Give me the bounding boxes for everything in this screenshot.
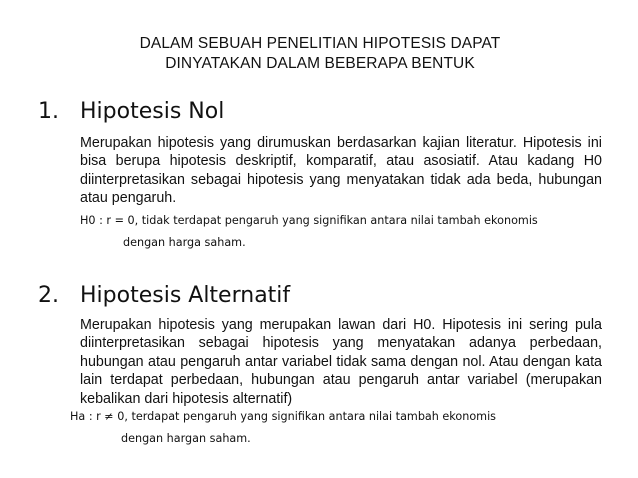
section-heading-text: Hipotesis Nol: [80, 99, 225, 124]
slide-title-line-1: DALAM SEBUAH PENELITIAN HIPOTESIS DAPAT: [139, 35, 501, 52]
h0-formula-line: H0 : r = 0, tidak terdapat pengaruh yang signifikan antara nilai tambah ekonomis: [80, 214, 538, 227]
section-heading-text: Hipotesis Alternatif: [80, 283, 291, 308]
h0-formula-continuation: dengan harga saham.: [123, 236, 246, 249]
section-body-hipotesis-alternatif: Merupakan hipotesis yang merupakan lawan dari H0. Hipotesis ini sering pula diinterpretasikan sebagai hipotesis yang menyatakan adanya perbedaan, hubungan atau pengaruh antar variabel tidak sama dengan nol. Atau dengan kata lain terdapat perbedaan, hubungan atau pengaruh antar variabel (merupakan kebalikan dari hipotesis alternatif): [80, 317, 602, 407]
section-number: 1.: [38, 99, 59, 124]
slide-title-line-2: DINYATAKAN DALAM BEBERAPA BENTUK: [165, 55, 475, 72]
ha-formula-continuation: dengan hargan saham.: [121, 432, 251, 445]
section-number: 2.: [38, 283, 59, 308]
ha-formula-line: Ha : r ≠ 0, terdapat pengaruh yang signifikan antara nilai tambah ekonomis: [70, 410, 497, 423]
section-heading-hipotesis-nol: [38, 98, 224, 126]
section-heading-hipotesis-alternatif: [38, 282, 290, 310]
section-body-hipotesis-nol: Merupakan hipotesis yang dirumuskan berdasarkan kajian literatur. Hipotesis ini bisa berupa hipotesis deskriptif, komparatif, atau asosiatif. Atau kadang H0 diinterpretasikan sebagai hipotesis yang menyatakan tidak ada beda, hubungan atau pengaruh.: [80, 135, 602, 207]
slide-title: [90, 34, 550, 74]
